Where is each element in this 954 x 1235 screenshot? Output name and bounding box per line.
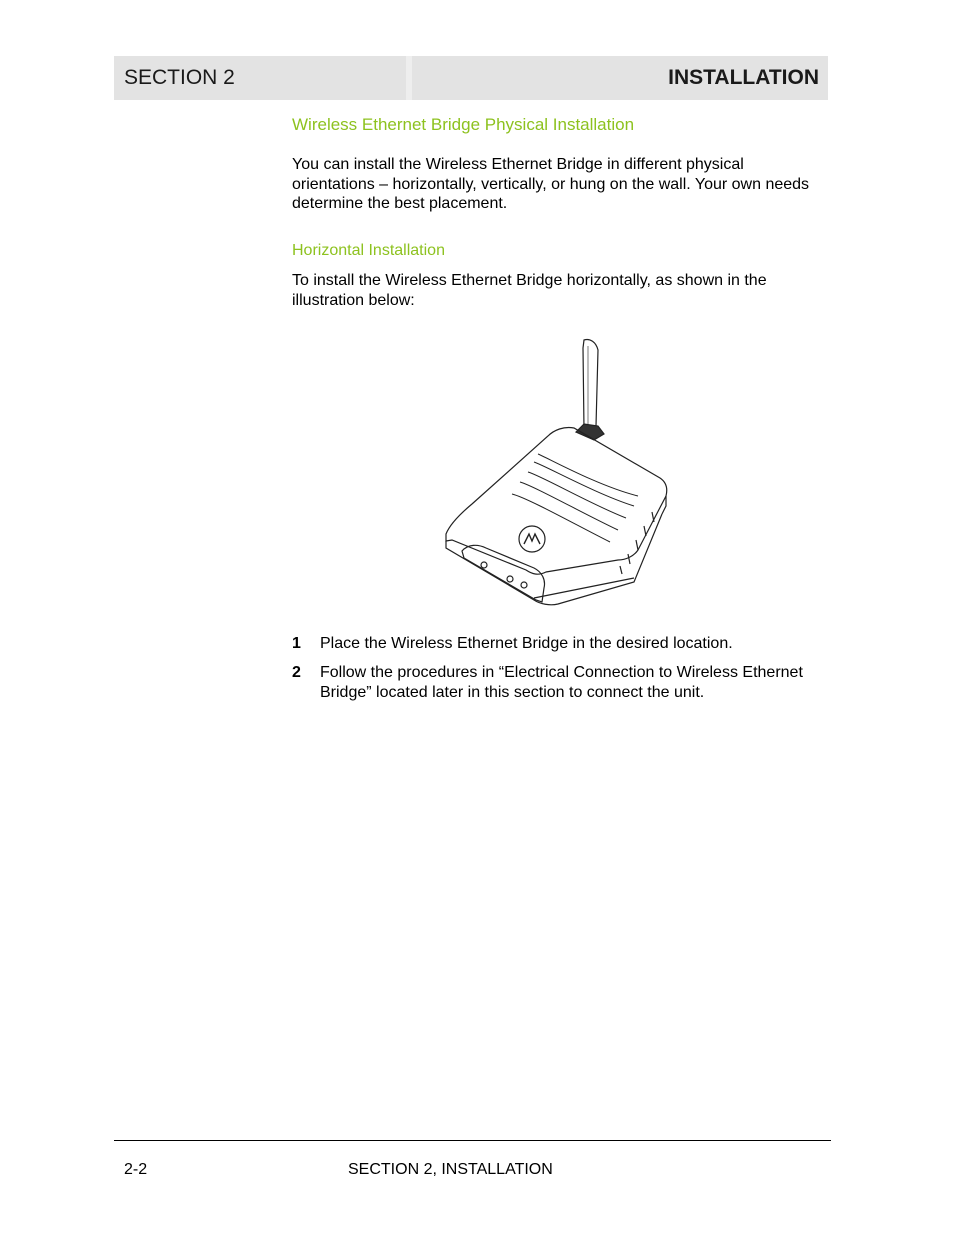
brand-logo — [519, 526, 545, 552]
intro-paragraph: You can install the Wireless Ethernet Bridge in different physical orientations – horizontally, vertically, or hung on the wall. Your own needs determine the best placement. — [292, 156, 810, 212]
subintro-paragraph: To install the Wireless Ethernet Bridge horizontally, as shown in the illustration below: — [292, 272, 767, 309]
subheading-horizontal-installation: Horizontal Installation — [292, 242, 445, 259]
header-section-label: SECTION 2 — [114, 56, 406, 100]
footer-rule — [114, 1140, 831, 1141]
device-body — [446, 427, 667, 574]
footer-page-number: 2-2 — [124, 1161, 148, 1178]
antenna-icon — [583, 339, 598, 432]
step-text: Follow the procedures in “Electrical Connection to Wireless Ethernet Bridge” located later in this section to connect the unit. — [320, 664, 803, 701]
header-chapter-title: INSTALLATION — [412, 56, 828, 100]
footer-running-title: SECTION 2, INSTALLATION — [348, 1161, 553, 1178]
step-number: 2 — [292, 664, 301, 681]
page-heading: Wireless Ethernet Bridge Physical Installation — [292, 115, 635, 134]
step-number: 1 — [292, 635, 301, 652]
wireless-bridge-illustration — [438, 336, 674, 620]
step-text: Place the Wireless Ethernet Bridge in the desired location. — [320, 635, 733, 652]
